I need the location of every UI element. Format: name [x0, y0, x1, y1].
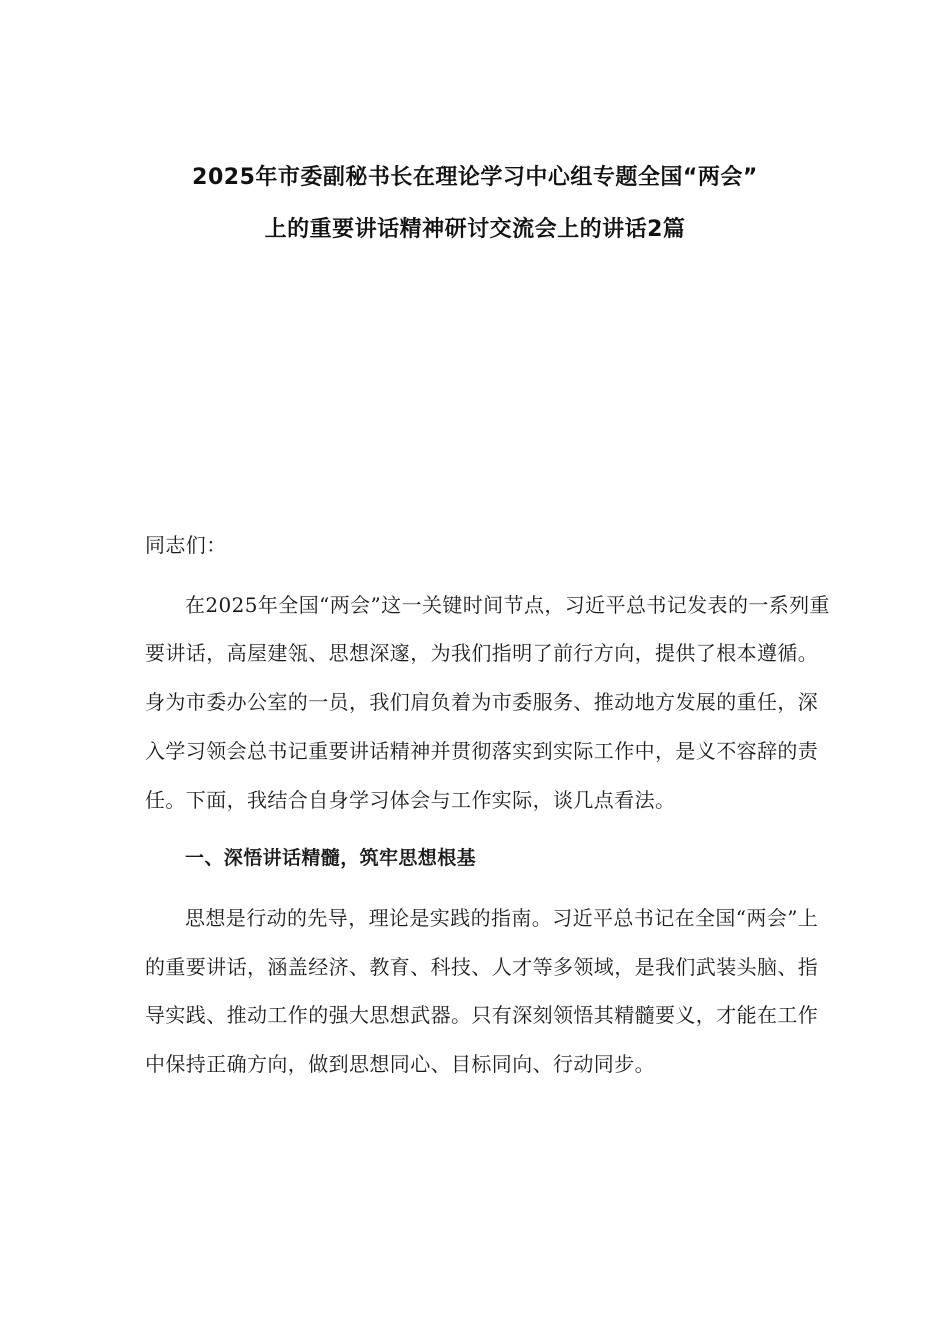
document-title-line-1: 2025年市委副秘书长在理论学习中心组专题全国“两会”: [192, 165, 758, 190]
salutation: 同志们：: [145, 533, 227, 557]
document-body: [145, 521, 835, 1099]
paragraph-intro: 在2025年全国“两会”这一关键时间节点，习近平总书记发表的一系列重要讲话，高屋建瓴、思想深邃，为我们指明了前行方向，提供了根本遵循。身为市委办公室的一员，我们肩负着为市委服务、推动地方发展的重任，深入学习领会总书记重要讲话精神并贯彻落实到实际工作中，是义不容辞的责任。下面，我结合自身学习体会与工作实际，谈几点看法。: [145, 592, 830, 812]
paragraph-section-1: 思想是行动的先导，理论是实践的指南。习近平总书记在全国“两会”上的重要讲话，涵盖经济、教育、科技、人才等多领域，是我们武装头脑、指导实践、推动工作的强大思想武器。只有深刻领悟其精髓要义，才能在工作中保持正确方向，做到思想同心、目标同向、行动同步。: [145, 905, 819, 1077]
document-title-line-2: 上的重要讲话精神研讨交流会上的讲话2篇: [264, 217, 686, 242]
section-heading-1: 一、深悟讲话精髓，筑牢思想根基: [185, 847, 477, 870]
